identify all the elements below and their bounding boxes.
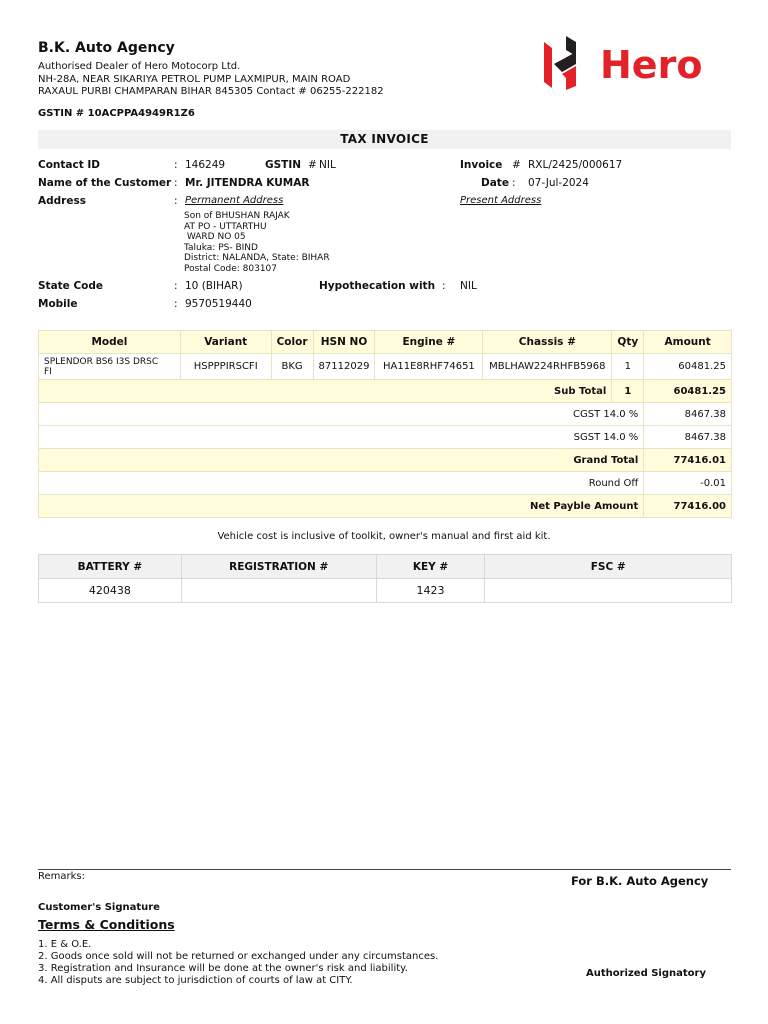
cgst-label: CGST 14.0 % <box>39 403 644 426</box>
column-header: Color <box>271 331 313 354</box>
colon: : <box>174 298 178 310</box>
address-label: Address <box>38 195 86 207</box>
agency-address-line-2: RAXAUL PURBI CHAMPARAN BIHAR 845305 Contact # 06255-222182 <box>38 86 384 97</box>
chassis-cell: MBLHAW224RHFB5968 <box>483 354 612 380</box>
color-cell: BKG <box>271 354 313 380</box>
invoice-label: Invoice <box>460 159 503 171</box>
for-agency: For B.K. Auto Agency <box>571 874 709 888</box>
column-header: REGISTRATION # <box>181 555 376 579</box>
customer-name: Mr. JITENDRA KUMAR <box>185 177 310 189</box>
document-title: TAX INVOICE <box>340 132 429 146</box>
column-header: HSN NO <box>313 331 375 354</box>
term-item: 4. All disputs are subject to jurisdiction of courts of law at CITY. <box>38 975 353 986</box>
invoice-number: RXL/2425/000617 <box>528 159 623 171</box>
sub-total-qty: 1 <box>612 380 644 403</box>
round-off-row <box>39 472 732 495</box>
agency-name: B.K. Auto Agency <box>38 40 175 56</box>
gstin-value: NIL <box>319 159 336 171</box>
variant-cell: HSPPPIRSCFI <box>180 354 271 380</box>
column-header: Variant <box>180 331 271 354</box>
grand-total-value: 77416.01 <box>644 449 732 472</box>
footer-divider <box>38 869 731 870</box>
colon: : <box>174 159 178 171</box>
authorized-signatory-label: Authorized Signatory <box>586 968 706 979</box>
model-cell: SPLENDOR BS6 I3S DRSC FI <box>39 354 181 380</box>
dealer-line: Authorised Dealer of Hero Motocorp Ltd. <box>38 61 241 72</box>
sub-total-label: Sub Total <box>39 380 612 403</box>
registration-header-row <box>39 555 732 579</box>
permanent-address-label: Permanent Address <box>185 195 284 206</box>
hero-logo-icon <box>540 34 730 92</box>
contact-id-value: 146249 <box>185 159 226 171</box>
hypothecation-label: Hypothecation with <box>319 280 436 292</box>
date-label: Date <box>481 177 509 189</box>
agency-gstin: GSTIN # 10ACPPA4949R1Z6 <box>38 108 195 119</box>
battery-number: 420438 <box>39 579 182 603</box>
permanent-address: Son of BHUSHAN RAJAK AT PO - UTTARTHU WARD NO 05 Taluka: PS- BIND District: NALANDA, State: BIHAR Postal Code: 803107 <box>184 211 330 274</box>
sgst-row <box>39 426 732 449</box>
colon: : <box>512 177 516 189</box>
table-row <box>39 579 732 603</box>
hsn-cell: 87112029 <box>313 354 375 380</box>
round-off-value: -0.01 <box>644 472 732 495</box>
inclusion-note: Vehicle cost is inclusive of toolkit, owner's manual and first aid kit. <box>217 531 551 542</box>
state-code-value: 10 (BIHAR) <box>185 280 243 292</box>
mobile-value: 9570519440 <box>185 298 252 310</box>
items-table <box>38 330 732 518</box>
column-header: KEY # <box>376 555 485 579</box>
colon: : <box>174 177 178 189</box>
agency-address-line-1: NH-28A, NEAR SIKARIYA PETROL PUMP LAXMIPUR, MAIN ROAD <box>38 74 351 85</box>
hypothecation-value: NIL <box>460 280 477 292</box>
grand-total-row <box>39 449 732 472</box>
mobile-label: Mobile <box>38 298 78 310</box>
hero-logo-text: Hero <box>600 43 703 87</box>
contact-id-label: Contact ID <box>38 159 101 171</box>
colon: : <box>442 280 446 292</box>
registration-number <box>181 579 376 603</box>
column-header: Model <box>39 331 181 354</box>
gstin-label: GSTIN <box>265 159 302 171</box>
amount-cell: 60481.25 <box>644 354 732 380</box>
column-header: BATTERY # <box>39 555 182 579</box>
items-header-row <box>39 331 732 354</box>
column-header: Amount <box>644 331 732 354</box>
invoice-date: 07-Jul-2024 <box>528 177 589 189</box>
qty-cell: 1 <box>612 354 644 380</box>
colon: : <box>174 280 178 292</box>
column-header: Engine # <box>375 331 483 354</box>
hash: # <box>308 159 317 171</box>
column-header: FSC # <box>485 555 732 579</box>
colon: : <box>174 195 178 207</box>
term-item: 3. Registration and Insurance will be done at the owner's risk and liability. <box>38 963 408 974</box>
column-header: Chassis # <box>483 331 612 354</box>
round-off-label: Round Off <box>39 472 644 495</box>
column-header: Qty <box>612 331 644 354</box>
grand-total-label: Grand Total <box>39 449 644 472</box>
net-payable-label: Net Payble Amount <box>39 495 644 518</box>
terms-title: Terms & Conditions <box>38 917 175 932</box>
term-item: 1. E & O.E. <box>38 939 92 950</box>
fsc-number <box>485 579 732 603</box>
registration-table <box>38 554 732 603</box>
cgst-value: 8467.38 <box>644 403 732 426</box>
customer-name-label: Name of the Customer <box>38 177 172 189</box>
sgst-value: 8467.38 <box>644 426 732 449</box>
cgst-row <box>39 403 732 426</box>
sgst-label: SGST 14.0 % <box>39 426 644 449</box>
net-payable-row <box>39 495 732 518</box>
hash: # <box>512 159 521 171</box>
key-number: 1423 <box>376 579 485 603</box>
present-address-label: Present Address <box>460 195 542 206</box>
term-item: 2. Goods once sold will not be returned or exchanged under any circumstances. <box>38 951 439 962</box>
title-bar <box>38 130 731 149</box>
table-row <box>39 354 732 380</box>
hero-logo <box>540 34 730 92</box>
net-payable-value: 77416.00 <box>644 495 732 518</box>
state-code-label: State Code <box>38 280 104 292</box>
sub-total-row <box>39 380 732 403</box>
customer-signature-label: Customer's Signature <box>38 902 160 913</box>
engine-cell: HA11E8RHF74651 <box>375 354 483 380</box>
remarks-label: Remarks: <box>38 871 86 882</box>
sub-total-value: 60481.25 <box>644 380 732 403</box>
